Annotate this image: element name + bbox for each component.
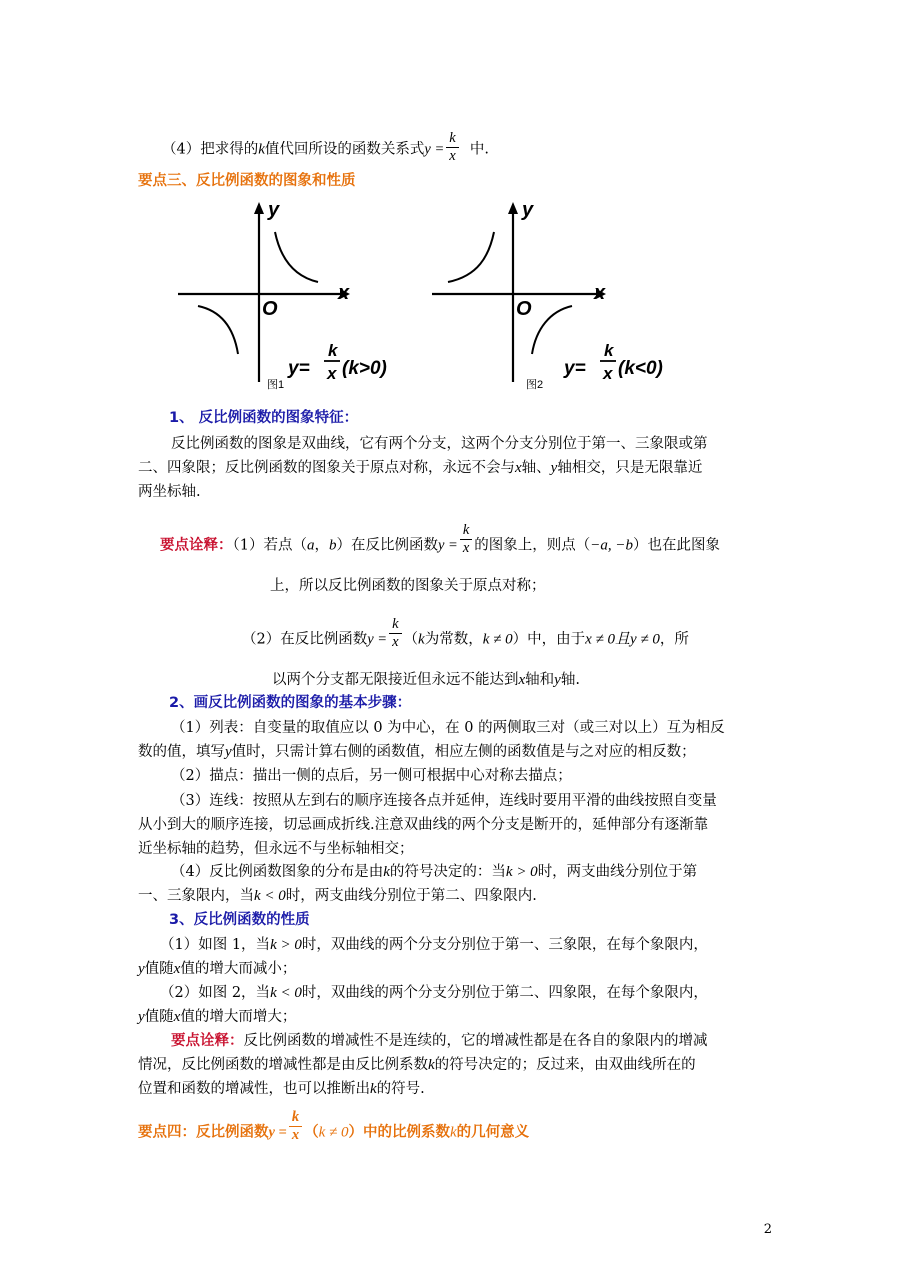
text: 值代回所设的函数关系式: [264, 141, 425, 158]
hyperbola-figures: [170, 196, 670, 396]
paragraph-line: y值随x值的增大而减小；: [138, 961, 297, 977]
branch-q3: [198, 306, 238, 354]
origin-label: O: [262, 298, 278, 320]
figure-2: [432, 199, 663, 391]
note-1-line-1: 要点诠释：（1）若点（a，b）在反比例函数y = $\frac{k}{x}$ 的图象上，则点（−a, −b）也在此图象: [160, 522, 721, 556]
paragraph-line: （2）描点：描出一侧的点后，另一侧可根据中心对称去描点；: [171, 768, 572, 784]
paragraph-line: 从小到大的顺序连接，切忌画成折线.注意双曲线的两个分支是断开的，延伸部分有逐渐靠: [138, 817, 709, 833]
paragraph-line: 两坐标轴.: [138, 484, 201, 500]
fraction: $\frac{k}{x}$: [446, 130, 458, 165]
formula-num: k: [604, 341, 614, 360]
axis-x-label: x: [338, 282, 350, 304]
paragraph-line: 反比例函数的图象是双曲线，它有两个分支，这两个分支分别位于第一、三象限或第: [171, 436, 708, 452]
note-1-line-2: 上，所以反比例函数的图象关于原点对称；: [270, 578, 546, 594]
text: （4）把求得的: [162, 141, 259, 158]
section-1-title: 1、 反比例函数的图象特征：: [169, 410, 359, 426]
axis-x-label: x: [594, 282, 606, 304]
axis-y-label: y: [268, 199, 280, 221]
paragraph-line: 要点诠释：反比例函数的增减性不是连续的，它的增减性都是在各自的象限内的增减: [171, 1033, 708, 1049]
paragraph-line: （2）如图 2，当k < 0时，双曲线的两个分支分别位于第二、四象限，在每个象限内，: [160, 985, 708, 1001]
paragraph-line: （1）列表：自变量的取值应以 0 为中心，在 0 的两侧取三对（或三对以上）互为相反: [171, 720, 725, 736]
origin-label: O: [516, 298, 532, 320]
fraction: $\frac{k}{x}$: [289, 1109, 302, 1144]
paragraph-line: （3）连线：按照从左到右的顺序连接各点并延伸，连线时要用平滑的曲线按照自变量: [171, 793, 717, 809]
paragraph-line: 二、四象限；反比例函数的图象关于原点对称，永远不会与x轴、y轴相交，只是无限靠近: [138, 460, 703, 476]
fraction: $\frac{k}{x}$: [460, 522, 472, 557]
note-label: 要点诠释：: [171, 1033, 244, 1049]
branch-q4: [532, 306, 572, 354]
figure-1: [178, 199, 387, 391]
step4-line: [162, 132, 489, 167]
note-label: 要点诠释：: [160, 537, 233, 554]
formula-cond: (k>0): [342, 358, 387, 379]
equation-lhs: y =: [424, 141, 445, 158]
page-number: 2: [763, 1222, 772, 1237]
var-k: k: [258, 141, 265, 158]
formula-den: x: [603, 364, 613, 383]
fraction: $\frac{k}{x}$: [389, 616, 401, 651]
note-1-line-4: 以两个分支都无限接近但永远不能达到x轴和y轴.: [272, 672, 580, 688]
paragraph-line: 情况，反比例函数的增减性都是由反比例系数k的符号决定的；反过来，由双曲线所在的: [138, 1057, 696, 1073]
paragraph-line: （4）反比例函数图象的分布是由k的符号决定的：当k > 0时，两支曲线分别位于第: [171, 864, 698, 880]
branch-q1: [275, 232, 318, 282]
branch-q2: [448, 232, 494, 282]
paragraph-line: 位置和函数的增减性，也可以推断出k的符号.: [138, 1081, 425, 1097]
formula-y: y=: [288, 358, 310, 379]
figure-caption: 图1: [267, 379, 285, 391]
paragraph-line: 近坐标轴的趋势，但永远不与坐标轴相交；: [138, 841, 414, 857]
text: 中.: [469, 141, 490, 158]
formula-y: y=: [564, 358, 586, 379]
section-heading-3: 要点三、反比例函数的图象和性质: [138, 173, 356, 189]
section-2-title: 2、画反比例函数的图象的基本步骤：: [169, 695, 412, 711]
formula-cond: (k<0): [618, 358, 663, 379]
formula-den: x: [327, 364, 337, 383]
section-heading-4: 要点四：反比例函数y = $\frac{k}{x}$ （k ≠ 0）中的比例系数k的几何意义: [138, 1109, 530, 1143]
paragraph-line: （1）如图 1，当k > 0时，双曲线的两个分支分别位于第一、三象限，在每个象限内，: [160, 937, 708, 953]
figure-caption: 图2: [526, 379, 544, 391]
note-1-line-3: （2）在反比例函数y = $\frac{k}{x}$ （k为常数，k ≠ 0）中，由于x ≠ 0且y ≠ 0，所: [242, 616, 689, 650]
paragraph-line: 数的值，填写y值时，只需计算右侧的函数值，相应左侧的函数值是与之对应的相反数；: [138, 744, 696, 760]
paragraph-line: 一、三象限内，当k < 0时，两支曲线分别位于第二、四象限内.: [138, 888, 537, 904]
formula-num: k: [328, 341, 338, 360]
axis-y-label: y: [522, 199, 534, 221]
paragraph-line: y值随x值的增大而增大；: [138, 1009, 297, 1025]
section-3-title: 3、反比例函数的性质: [169, 912, 310, 928]
